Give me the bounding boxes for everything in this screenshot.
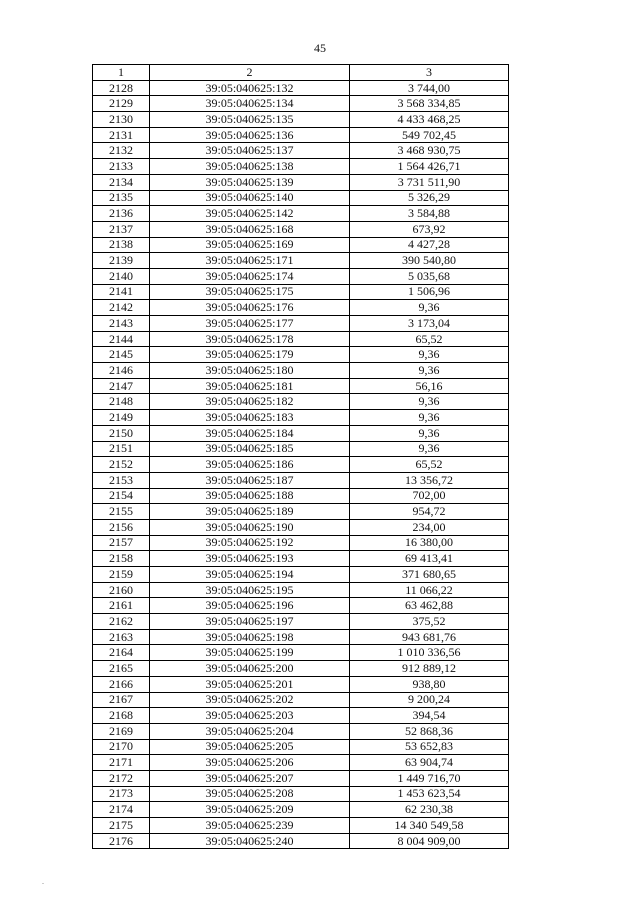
- cell-cadastral-number: 39:05:040625:189: [150, 504, 350, 520]
- table-row: [93, 472, 509, 488]
- cell-cadastral-number: 39:05:040625:182: [150, 394, 350, 410]
- table-row: [93, 708, 509, 724]
- table-row: [93, 80, 509, 96]
- cell-cadastral-number: 39:05:040625:184: [150, 425, 350, 441]
- cell-row-number: 2157: [93, 535, 150, 551]
- cell-value: 943 681,76: [350, 629, 509, 645]
- column-header-value: 3: [350, 65, 509, 81]
- cell-value: 56,16: [350, 378, 509, 394]
- cell-row-number: 2138: [93, 237, 150, 253]
- cell-row-number: 2147: [93, 378, 150, 394]
- table-row: [93, 802, 509, 818]
- cell-value: 53 652,83: [350, 739, 509, 755]
- table-row: [93, 598, 509, 614]
- cell-value: 14 340 549,58: [350, 818, 509, 834]
- cell-value: 371 680,65: [350, 567, 509, 583]
- cell-value: 63 462,88: [350, 598, 509, 614]
- table-row: [93, 96, 509, 112]
- table-row: [93, 629, 509, 645]
- cell-row-number: 2149: [93, 410, 150, 426]
- cell-value: 3 744,00: [350, 80, 509, 96]
- cell-value: 9,36: [350, 300, 509, 316]
- table-row: [93, 739, 509, 755]
- cell-value: 65,52: [350, 457, 509, 473]
- cell-cadastral-number: 39:05:040625:138: [150, 159, 350, 175]
- table-row: [93, 190, 509, 206]
- table-row: [93, 394, 509, 410]
- cell-row-number: 2143: [93, 316, 150, 332]
- cell-value: 16 380,00: [350, 535, 509, 551]
- table-row: [93, 770, 509, 786]
- cell-value: 9 200,24: [350, 692, 509, 708]
- cell-cadastral-number: 39:05:040625:135: [150, 112, 350, 128]
- cell-value: 9,36: [350, 425, 509, 441]
- table-row: [93, 551, 509, 567]
- cell-row-number: 2151: [93, 441, 150, 457]
- cell-row-number: 2173: [93, 786, 150, 802]
- table-row: [93, 378, 509, 394]
- cell-value: 3 568 334,85: [350, 96, 509, 112]
- cell-cadastral-number: 39:05:040625:180: [150, 363, 350, 379]
- cell-row-number: 2146: [93, 363, 150, 379]
- cell-cadastral-number: 39:05:040625:169: [150, 237, 350, 253]
- cell-value: 3 173,04: [350, 316, 509, 332]
- cell-cadastral-number: 39:05:040625:188: [150, 488, 350, 504]
- cell-cadastral-number: 39:05:040625:196: [150, 598, 350, 614]
- cell-cadastral-number: 39:05:040625:187: [150, 472, 350, 488]
- cell-row-number: 2156: [93, 519, 150, 535]
- cell-value: 1 453 623,54: [350, 786, 509, 802]
- cell-value: 9,36: [350, 347, 509, 363]
- cell-row-number: 2129: [93, 96, 150, 112]
- cell-value: 8 004 909,00: [350, 833, 509, 849]
- cell-row-number: 2139: [93, 253, 150, 269]
- cell-row-number: 2135: [93, 190, 150, 206]
- cell-row-number: 2168: [93, 708, 150, 724]
- table-row: [93, 237, 509, 253]
- table-row: [93, 127, 509, 143]
- table-row: [93, 316, 509, 332]
- cell-value: 65,52: [350, 331, 509, 347]
- cell-value: 5 326,29: [350, 190, 509, 206]
- cell-cadastral-number: 39:05:040625:140: [150, 190, 350, 206]
- cell-row-number: 2175: [93, 818, 150, 834]
- table-row: [93, 331, 509, 347]
- cell-cadastral-number: 39:05:040625:239: [150, 818, 350, 834]
- table-row: [93, 253, 509, 269]
- cell-cadastral-number: 39:05:040625:168: [150, 221, 350, 237]
- cell-row-number: 2142: [93, 300, 150, 316]
- cell-cadastral-number: 39:05:040625:181: [150, 378, 350, 394]
- cell-row-number: 2155: [93, 504, 150, 520]
- cell-value: 673,92: [350, 221, 509, 237]
- table-row: [93, 268, 509, 284]
- cell-value: 13 356,72: [350, 472, 509, 488]
- cell-cadastral-number: 39:05:040625:204: [150, 723, 350, 739]
- cell-value: 954,72: [350, 504, 509, 520]
- cell-value: 9,36: [350, 394, 509, 410]
- table-row: [93, 582, 509, 598]
- table-row: [93, 535, 509, 551]
- cell-value: 4 433 468,25: [350, 112, 509, 128]
- table-row: [93, 112, 509, 128]
- cell-row-number: 2144: [93, 331, 150, 347]
- cell-value: 1 506,96: [350, 284, 509, 300]
- cell-cadastral-number: 39:05:040625:134: [150, 96, 350, 112]
- table-row: [93, 488, 509, 504]
- cell-cadastral-number: 39:05:040625:178: [150, 331, 350, 347]
- page-number: 45: [314, 41, 326, 55]
- cell-row-number: 2160: [93, 582, 150, 598]
- table-row: [93, 614, 509, 630]
- cell-row-number: 2159: [93, 567, 150, 583]
- table-row: [93, 174, 509, 190]
- cell-row-number: 2154: [93, 488, 150, 504]
- cell-cadastral-number: 39:05:040625:179: [150, 347, 350, 363]
- cell-cadastral-number: 39:05:040625:194: [150, 567, 350, 583]
- cell-cadastral-number: 39:05:040625:192: [150, 535, 350, 551]
- cell-row-number: 2166: [93, 676, 150, 692]
- cell-cadastral-number: 39:05:040625:193: [150, 551, 350, 567]
- cell-value: 549 702,45: [350, 127, 509, 143]
- table-row: [93, 755, 509, 771]
- cell-row-number: 2170: [93, 739, 150, 755]
- cell-cadastral-number: 39:05:040625:183: [150, 410, 350, 426]
- table-row: [93, 410, 509, 426]
- cell-value: 62 230,38: [350, 802, 509, 818]
- cell-row-number: 2148: [93, 394, 150, 410]
- cell-value: 938,80: [350, 676, 509, 692]
- cell-value: 9,36: [350, 441, 509, 457]
- cell-value: 3 584,88: [350, 206, 509, 222]
- cell-value: 52 868,36: [350, 723, 509, 739]
- cell-cadastral-number: 39:05:040625:142: [150, 206, 350, 222]
- cell-row-number: 2145: [93, 347, 150, 363]
- cell-row-number: 2172: [93, 770, 150, 786]
- table-row: [93, 645, 509, 661]
- cell-cadastral-number: 39:05:040625:200: [150, 661, 350, 677]
- cell-value: 1 449 716,70: [350, 770, 509, 786]
- cell-cadastral-number: 39:05:040625:176: [150, 300, 350, 316]
- cell-cadastral-number: 39:05:040625:174: [150, 268, 350, 284]
- table-row: [93, 221, 509, 237]
- cell-row-number: 2133: [93, 159, 150, 175]
- table-header-row: [93, 65, 509, 81]
- table-row: [93, 676, 509, 692]
- cell-cadastral-number: 39:05:040625:136: [150, 127, 350, 143]
- cell-cadastral-number: 39:05:040625:186: [150, 457, 350, 473]
- table-row: [93, 457, 509, 473]
- cell-cadastral-number: 39:05:040625:177: [150, 316, 350, 332]
- table-row: [93, 818, 509, 834]
- cell-cadastral-number: 39:05:040625:137: [150, 143, 350, 159]
- table-row: [93, 159, 509, 175]
- cell-row-number: 2130: [93, 112, 150, 128]
- cell-cadastral-number: 39:05:040625:199: [150, 645, 350, 661]
- cell-cadastral-number: 39:05:040625:203: [150, 708, 350, 724]
- cell-value: 9,36: [350, 363, 509, 379]
- cell-value: 63 904,74: [350, 755, 509, 771]
- cell-cadastral-number: 39:05:040625:197: [150, 614, 350, 630]
- cell-row-number: 2176: [93, 833, 150, 849]
- cell-row-number: 2169: [93, 723, 150, 739]
- table-row: [93, 692, 509, 708]
- cell-row-number: 2134: [93, 174, 150, 190]
- cell-row-number: 2171: [93, 755, 150, 771]
- cell-row-number: 2137: [93, 221, 150, 237]
- scan-artifact: [42, 883, 44, 884]
- cell-cadastral-number: 39:05:040625:201: [150, 676, 350, 692]
- cell-value: 234,00: [350, 519, 509, 535]
- table-row: [93, 519, 509, 535]
- cell-row-number: 2131: [93, 127, 150, 143]
- cell-value: 3 468 930,75: [350, 143, 509, 159]
- cell-row-number: 2167: [93, 692, 150, 708]
- cell-value: 394,54: [350, 708, 509, 724]
- cell-row-number: 2141: [93, 284, 150, 300]
- table-row: [93, 363, 509, 379]
- cell-row-number: 2132: [93, 143, 150, 159]
- cell-value: 702,00: [350, 488, 509, 504]
- cell-value: 5 035,68: [350, 268, 509, 284]
- cell-cadastral-number: 39:05:040625:205: [150, 739, 350, 755]
- cell-row-number: 2161: [93, 598, 150, 614]
- cell-cadastral-number: 39:05:040625:195: [150, 582, 350, 598]
- cell-cadastral-number: 39:05:040625:208: [150, 786, 350, 802]
- cadastral-value-table: [92, 64, 509, 849]
- cell-row-number: 2158: [93, 551, 150, 567]
- table-row: [93, 661, 509, 677]
- cell-cadastral-number: 39:05:040625:175: [150, 284, 350, 300]
- cell-row-number: 2128: [93, 80, 150, 96]
- cell-cadastral-number: 39:05:040625:185: [150, 441, 350, 457]
- cell-cadastral-number: 39:05:040625:209: [150, 802, 350, 818]
- cell-value: 4 427,28: [350, 237, 509, 253]
- cell-cadastral-number: 39:05:040625:198: [150, 629, 350, 645]
- cell-value: 9,36: [350, 410, 509, 426]
- cell-row-number: 2150: [93, 425, 150, 441]
- cell-cadastral-number: 39:05:040625:190: [150, 519, 350, 535]
- cell-value: 375,52: [350, 614, 509, 630]
- cell-cadastral-number: 39:05:040625:132: [150, 80, 350, 96]
- cell-row-number: 2152: [93, 457, 150, 473]
- cell-row-number: 2153: [93, 472, 150, 488]
- table-row: [93, 206, 509, 222]
- cell-row-number: 2163: [93, 629, 150, 645]
- table-row: [93, 504, 509, 520]
- table-body: [93, 80, 509, 849]
- cell-row-number: 2165: [93, 661, 150, 677]
- table-row: [93, 833, 509, 849]
- column-header-number: 1: [93, 65, 150, 81]
- cell-cadastral-number: 39:05:040625:171: [150, 253, 350, 269]
- cell-value: 912 889,12: [350, 661, 509, 677]
- cell-value: 69 413,41: [350, 551, 509, 567]
- cell-row-number: 2162: [93, 614, 150, 630]
- table-row: [93, 284, 509, 300]
- cell-cadastral-number: 39:05:040625:207: [150, 770, 350, 786]
- cell-cadastral-number: 39:05:040625:202: [150, 692, 350, 708]
- cell-value: 3 731 511,90: [350, 174, 509, 190]
- cell-value: 11 066,22: [350, 582, 509, 598]
- cell-row-number: 2164: [93, 645, 150, 661]
- table-row: [93, 347, 509, 363]
- cell-cadastral-number: 39:05:040625:240: [150, 833, 350, 849]
- table-row: [93, 143, 509, 159]
- table-row: [93, 723, 509, 739]
- cell-value: 1 010 336,56: [350, 645, 509, 661]
- table-row: [93, 567, 509, 583]
- cell-row-number: 2140: [93, 268, 150, 284]
- cell-row-number: 2174: [93, 802, 150, 818]
- cell-cadastral-number: 39:05:040625:206: [150, 755, 350, 771]
- table-row: [93, 425, 509, 441]
- cell-row-number: 2136: [93, 206, 150, 222]
- cell-value: 1 564 426,71: [350, 159, 509, 175]
- table-row: [93, 441, 509, 457]
- table-row: [93, 300, 509, 316]
- cell-cadastral-number: 39:05:040625:139: [150, 174, 350, 190]
- table-row: [93, 786, 509, 802]
- cell-value: 390 540,80: [350, 253, 509, 269]
- column-header-cadastral-number: 2: [150, 65, 350, 81]
